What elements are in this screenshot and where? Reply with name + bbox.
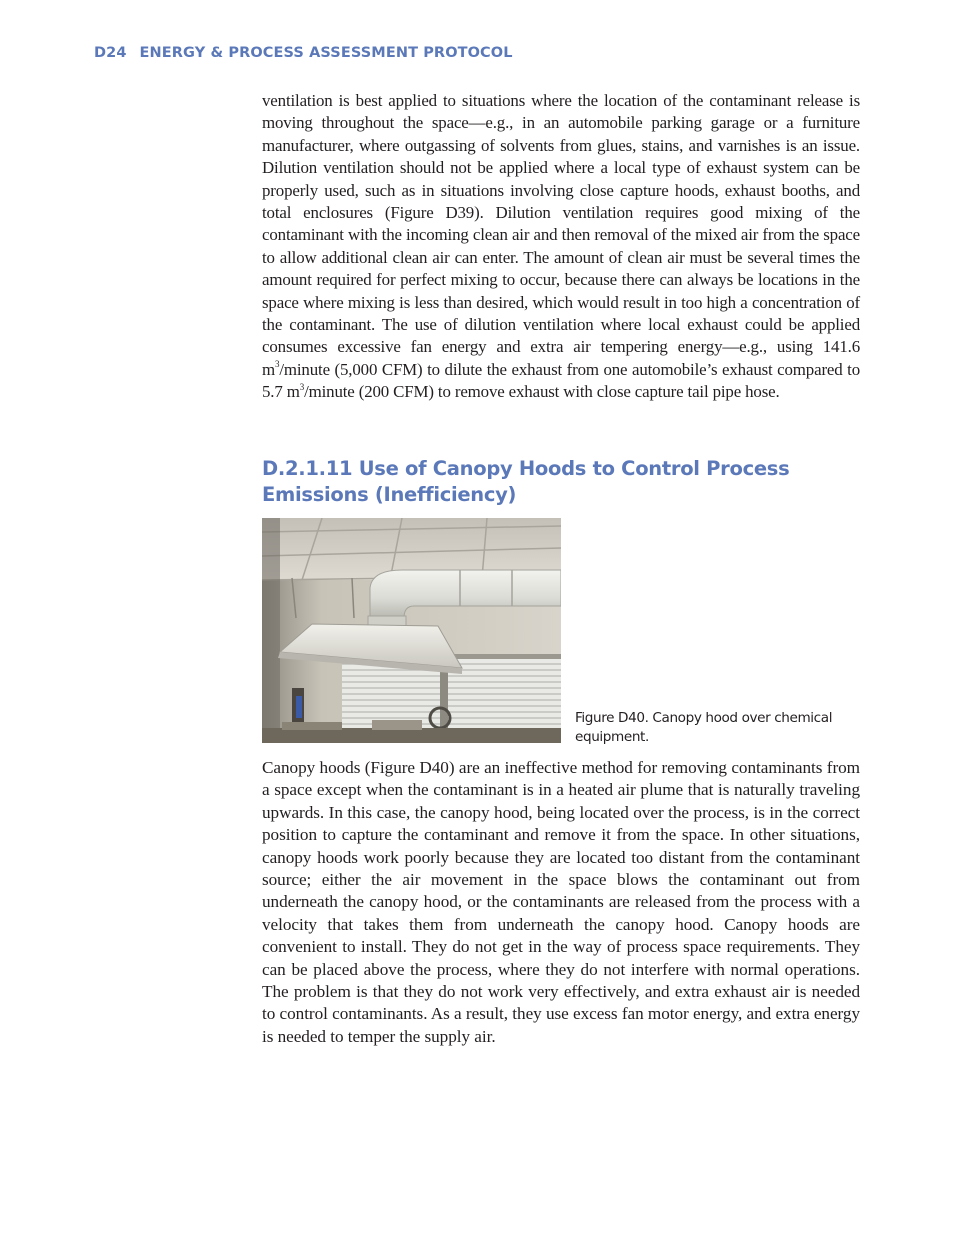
superscript-cubed: 3 <box>275 359 280 370</box>
running-header <box>94 45 513 61</box>
canopy-hood-photo <box>262 518 561 743</box>
figure-caption: Figure D40. Canopy hood over chemical equipment. <box>575 710 833 745</box>
superscript-cubed: 3 <box>299 381 305 392</box>
body-paragraph-dilution-ventilation <box>262 90 860 404</box>
page-number: D24 <box>94 45 127 61</box>
running-header-title: ENERGY & PROCESS ASSESSMENT PROTOCOL <box>139 45 513 61</box>
para1-text-b: /minute (5,000 CFM) to dilute the exhaust from one automobile’s exhaust compared to 5.7 m <box>262 359 860 402</box>
section-heading: D.2.1.11 Use of Canopy Hoods to Control Process Emissions (Inefficiency) <box>262 457 790 506</box>
para1-text-c: /minute (200 CFM) to remove exhaust with close capture tail pipe hose. <box>304 382 780 402</box>
body-paragraph-canopy-hoods: Canopy hoods (Figure D40) are an ineffective method for removing contaminants from a space except when the contaminant is in a heated air plume that is naturally traveling upwards. In this case, the canopy hood, being located over the process, is in the correct position to capture the contaminant and remove it from the space. In other situations, canopy hoods work poorly because they are located too distant from the contaminant source; either the air movement in the space blows the contaminant out from underneath the canopy hood, or the contaminants are released from the process with a velocity that takes them from underneath the canopy hood. Canopy hoods are convenient to install. They do not get in the way of process space requirements. They can be placed above the process, where they do not interfere with normal operations. The problem is that they do not work very effectively, and extra exhaust air is needed to control contaminants. As a result, they use excess fan motor energy, and extra energy is needed to temper the supply air. <box>262 758 860 1046</box>
para1-text-a: ventilation is best applied to situations where the location of the contaminant release is moving throughout the space—e.g., in an automobile parking garage or a furniture manufacturer, where outgassing of solvents from glues, stains, and varnishes is an issue. Dilution ventilation should not be applied where a local type of exhaust system can be properly used, such as in situations involving close capture hoods, exhaust booths, and total enclosures (Figure D39). Dilution ventilation requires good mixing of the contaminant with the incoming clean air and then removal of the mixed air from the space to allow additional clean air can enter. The amount of clean air must be several times the amount required for perfect mixing to occur, because there can always be locations in the space where mixing is less than desired, which would result in too high a concentration of the contaminant. The use of dilution ventilation where local exhaust could be applied consumes excessive fan energy and extra air tempering energy—e.g., using 141.6 m <box>262 91 860 379</box>
